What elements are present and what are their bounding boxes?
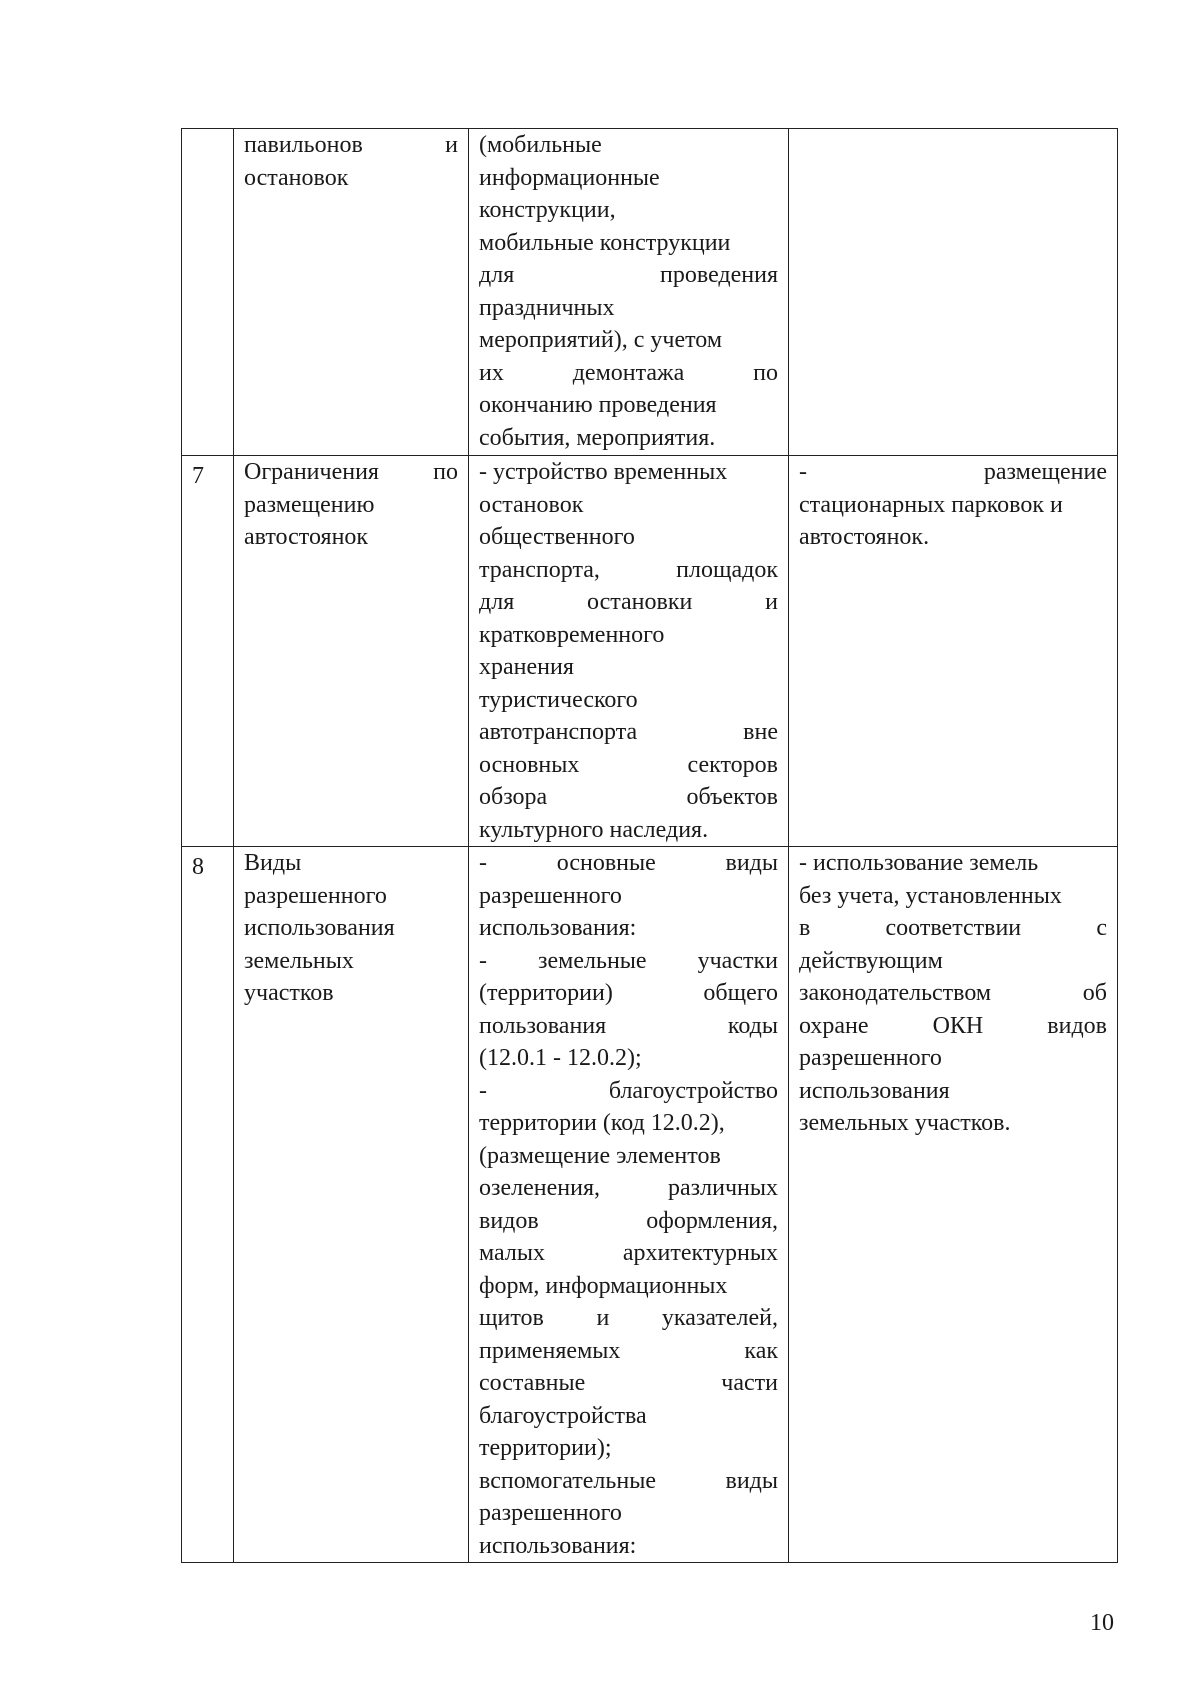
text-line — [479, 1010, 778, 1043]
text-line: туристического — [479, 686, 638, 713]
text-word: - — [479, 850, 487, 876]
text-word: законодательством — [799, 980, 992, 1006]
text-word: указателей, — [661, 1305, 778, 1331]
text-word: щитов — [479, 1305, 544, 1331]
text-line: стационарных парковок и — [799, 491, 1063, 518]
text-word: площадок — [676, 556, 778, 583]
text-line — [479, 945, 778, 978]
text-line: использования — [244, 915, 395, 941]
text-word: видов — [1047, 1012, 1107, 1039]
text-line: мобильные конструкции — [479, 229, 731, 256]
text-line — [244, 129, 458, 162]
text-word: участки — [697, 947, 778, 974]
text-line: кратковременного — [479, 621, 665, 648]
text-line: территории (код 12.0.2), — [479, 1110, 725, 1136]
text-line: использования: — [479, 915, 637, 941]
text-line: автостоянок. — [799, 524, 930, 550]
text-line — [479, 1172, 778, 1205]
text-word: об — [1082, 980, 1107, 1006]
text-word: обзора — [479, 784, 548, 810]
text-word: применяемых — [479, 1337, 621, 1364]
text-line: праздничных — [479, 294, 615, 321]
text-word: секторов — [687, 751, 778, 778]
text-line — [479, 847, 778, 880]
text-word: объектов — [686, 784, 778, 810]
text-word: коды — [727, 1012, 778, 1039]
text-word: видов — [479, 1207, 539, 1234]
text-word: размещение — [983, 459, 1107, 485]
text-word: общего — [703, 980, 778, 1006]
text-line — [479, 1465, 778, 1498]
text-line — [479, 1302, 778, 1335]
text-word: как — [744, 1337, 778, 1364]
text-word: оформления, — [646, 1207, 778, 1234]
text-word: проведения — [660, 262, 778, 288]
text-word: части — [721, 1370, 778, 1396]
row-number-cell — [182, 129, 234, 456]
text-line: благоустройства — [479, 1402, 647, 1429]
text-line: земельных участков. — [799, 1110, 1011, 1136]
text-word: для — [479, 262, 515, 288]
text-word: по — [433, 459, 458, 485]
text-line: разрешенного — [244, 882, 387, 909]
permitted-cell — [469, 847, 789, 1563]
text-line — [799, 1010, 1107, 1043]
text-line: земельных — [244, 947, 354, 974]
text-line: события, мероприятия. — [479, 424, 716, 451]
topic-cell — [234, 847, 469, 1563]
text-word: в — [799, 915, 811, 941]
text-line — [799, 456, 1107, 489]
text-line — [479, 1367, 778, 1400]
text-word: земельные — [538, 947, 647, 974]
text-word: виды — [725, 1467, 778, 1494]
text-word: - — [799, 459, 807, 485]
text-line — [479, 749, 778, 782]
text-word: и — [445, 132, 458, 158]
text-word: их — [479, 359, 504, 386]
text-line: мероприятий), с учетом — [479, 327, 723, 353]
text-line: использования — [799, 1077, 950, 1104]
text-word: по — [753, 359, 778, 386]
text-line: разрешенного — [479, 1500, 622, 1526]
text-line — [479, 716, 778, 749]
text-line: (12.0.1 - 12.0.2); — [479, 1045, 642, 1071]
topic-cell — [234, 456, 469, 847]
text-line: - устройство временных — [479, 459, 728, 485]
table-row — [182, 456, 1118, 847]
text-word: различных — [668, 1175, 778, 1201]
text-word: павильонов — [244, 132, 363, 158]
text-line — [479, 586, 778, 619]
text-word: автотранспорта — [479, 719, 638, 745]
text-line: действующим — [799, 947, 943, 974]
text-line: остановок — [244, 164, 349, 191]
text-word: остановки — [587, 589, 693, 615]
text-line: информационные — [479, 164, 660, 191]
text-line: территории); — [479, 1435, 612, 1461]
text-word: благоустройство — [608, 1077, 778, 1104]
text-word: - — [479, 947, 487, 974]
text-word: с — [1096, 915, 1107, 941]
text-line: автостоянок — [244, 524, 369, 550]
text-word: составные — [479, 1370, 586, 1396]
text-line: разрешенного — [799, 1045, 942, 1071]
text-line: участков — [244, 980, 334, 1006]
text-word: и — [596, 1305, 610, 1331]
text-word: и — [765, 589, 778, 615]
topic-cell — [234, 129, 469, 456]
text-line: конструкции, — [479, 197, 616, 223]
text-line: без учета, установленных — [799, 882, 1062, 909]
text-line — [799, 912, 1107, 945]
text-word: озеленения, — [479, 1175, 600, 1201]
table-row — [182, 847, 1118, 1563]
table-row — [182, 129, 1118, 456]
text-line — [479, 1075, 778, 1108]
text-line — [479, 259, 778, 292]
text-line: культурного наследия. — [479, 816, 709, 843]
text-line: остановок — [479, 491, 584, 518]
text-word: вспомогательные — [479, 1467, 656, 1494]
text-word: Ограничения — [244, 459, 379, 485]
text-line — [479, 1335, 778, 1368]
text-line: окончанию проведения — [479, 392, 717, 418]
text-word: архитектурных — [622, 1240, 778, 1266]
text-line: (размещение элементов — [479, 1142, 721, 1169]
prohibited-cell — [789, 847, 1118, 1563]
text-word: пользования — [479, 1012, 607, 1039]
text-word: соответствии — [885, 915, 1022, 941]
page-number: 10 — [1090, 1610, 1114, 1636]
text-word: основных — [479, 751, 580, 778]
text-word: - — [479, 1077, 487, 1104]
text-word: для — [479, 589, 515, 615]
text-line — [479, 977, 778, 1010]
text-word: малых — [479, 1240, 545, 1266]
text-word: виды — [725, 850, 778, 876]
text-word: (территории) — [479, 980, 613, 1006]
permitted-cell — [469, 456, 789, 847]
text-line — [479, 554, 778, 587]
prohibited-cell — [789, 456, 1118, 847]
text-line — [479, 781, 778, 814]
text-line: общественного — [479, 524, 635, 550]
text-word: ОКН — [932, 1012, 984, 1039]
restrictions-table — [181, 128, 1118, 1563]
prohibited-cell — [789, 129, 1118, 456]
text-line: форм, информационных — [479, 1272, 728, 1299]
text-line: хранения — [479, 654, 574, 680]
text-word: вне — [743, 719, 778, 745]
text-line: - использование земель — [799, 850, 1039, 876]
text-line: использования: — [479, 1532, 637, 1559]
text-line — [479, 357, 778, 390]
text-line: размещению — [244, 491, 375, 518]
text-word: основные — [556, 850, 656, 876]
text-word: охране — [799, 1012, 869, 1039]
text-word: демонтажа — [572, 359, 685, 386]
text-line — [799, 977, 1107, 1010]
text-word: транспорта, — [479, 556, 600, 583]
row-number-cell: 8 — [182, 847, 234, 1563]
text-line: разрешенного — [479, 882, 622, 909]
text-line: Виды — [244, 850, 302, 876]
row-number-cell: 7 — [182, 456, 234, 847]
text-line — [479, 1237, 778, 1270]
permitted-cell — [469, 129, 789, 456]
text-line — [244, 456, 458, 489]
text-line: (мобильные — [479, 132, 602, 158]
text-line — [479, 1205, 778, 1238]
